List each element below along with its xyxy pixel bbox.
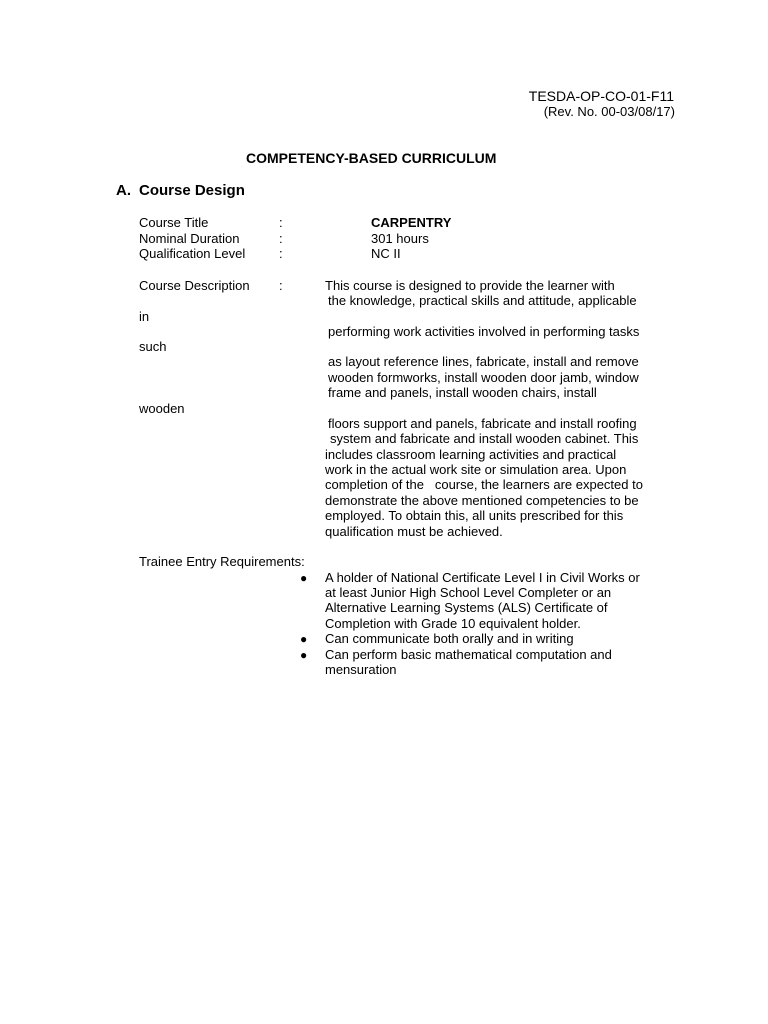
nominal-duration-value: 301 hours <box>371 231 429 246</box>
description-line: wooden <box>139 401 185 416</box>
description-line: performing work activities involved in performing tasks <box>328 324 640 339</box>
qualification-level-value: NC II <box>371 246 401 261</box>
section-letter: A. <box>116 182 131 199</box>
nominal-duration-colon: : <box>279 231 283 246</box>
course-title-value: CARPENTRY <box>371 215 452 230</box>
description-line: This course is designed to provide the learner with <box>325 278 615 293</box>
bullet-icon: ● <box>300 648 308 662</box>
description-line: qualification must be achieved. <box>325 524 503 539</box>
description-line: in <box>139 309 150 324</box>
revision-number: (Rev. No. 00-03/08/17) <box>543 104 675 119</box>
nominal-duration-label: Nominal Duration <box>139 231 240 246</box>
requirement-line: Can perform basic mathematical computation and <box>325 647 612 662</box>
requirement-line: Completion with Grade 10 equivalent holder. <box>325 616 581 631</box>
bullet-icon: ● <box>300 632 308 646</box>
section-heading <box>116 183 245 199</box>
requirement-line: mensuration <box>325 662 397 677</box>
description-line: demonstrate the above mentioned competencies to be <box>325 493 639 508</box>
description-line: as layout reference lines, fabricate, install and remove <box>328 354 639 369</box>
description-line: work in the actual work site or simulation area. Upon <box>325 462 627 477</box>
course-description-colon: : <box>279 278 283 293</box>
course-title-label: Course Title <box>139 215 209 230</box>
requirement-line: at least Junior High School Level Completer or an <box>325 585 612 600</box>
description-line: completion of the course, the learners are expected to <box>325 477 643 492</box>
description-line: such <box>139 339 167 354</box>
form-code: TESDA-OP-CO-01-F11 <box>528 88 674 104</box>
description-line: includes classroom learning activities and practical <box>325 447 617 462</box>
document-title: COMPETENCY-BASED CURRICULUM <box>246 150 497 166</box>
description-line: system and fabricate and install wooden cabinet. This <box>330 431 639 446</box>
course-title-colon: : <box>279 215 283 230</box>
requirement-line: Can communicate both orally and in writing <box>325 631 574 646</box>
qualification-level-label: Qualification Level <box>139 246 246 261</box>
description-line: floors support and panels, fabricate and install roofing <box>328 416 637 431</box>
bullet-icon: ● <box>300 571 308 585</box>
description-line: frame and panels, install wooden chairs, install <box>328 385 597 400</box>
entry-requirements-label: Trainee Entry Requirements: <box>139 554 305 569</box>
description-line: the knowledge, practical skills and attitude, applicable <box>328 293 637 308</box>
course-description-label: Course Description <box>139 278 250 293</box>
qualification-level-colon: : <box>279 246 283 261</box>
requirement-line: Alternative Learning Systems (ALS) Certificate of <box>325 600 608 615</box>
description-line: employed. To obtain this, all units prescribed for this <box>325 508 624 523</box>
requirement-line: A holder of National Certificate Level I in Civil Works or <box>325 570 640 585</box>
section-title: Course Design <box>139 182 245 199</box>
description-line: wooden formworks, install wooden door jamb, window <box>328 370 639 385</box>
